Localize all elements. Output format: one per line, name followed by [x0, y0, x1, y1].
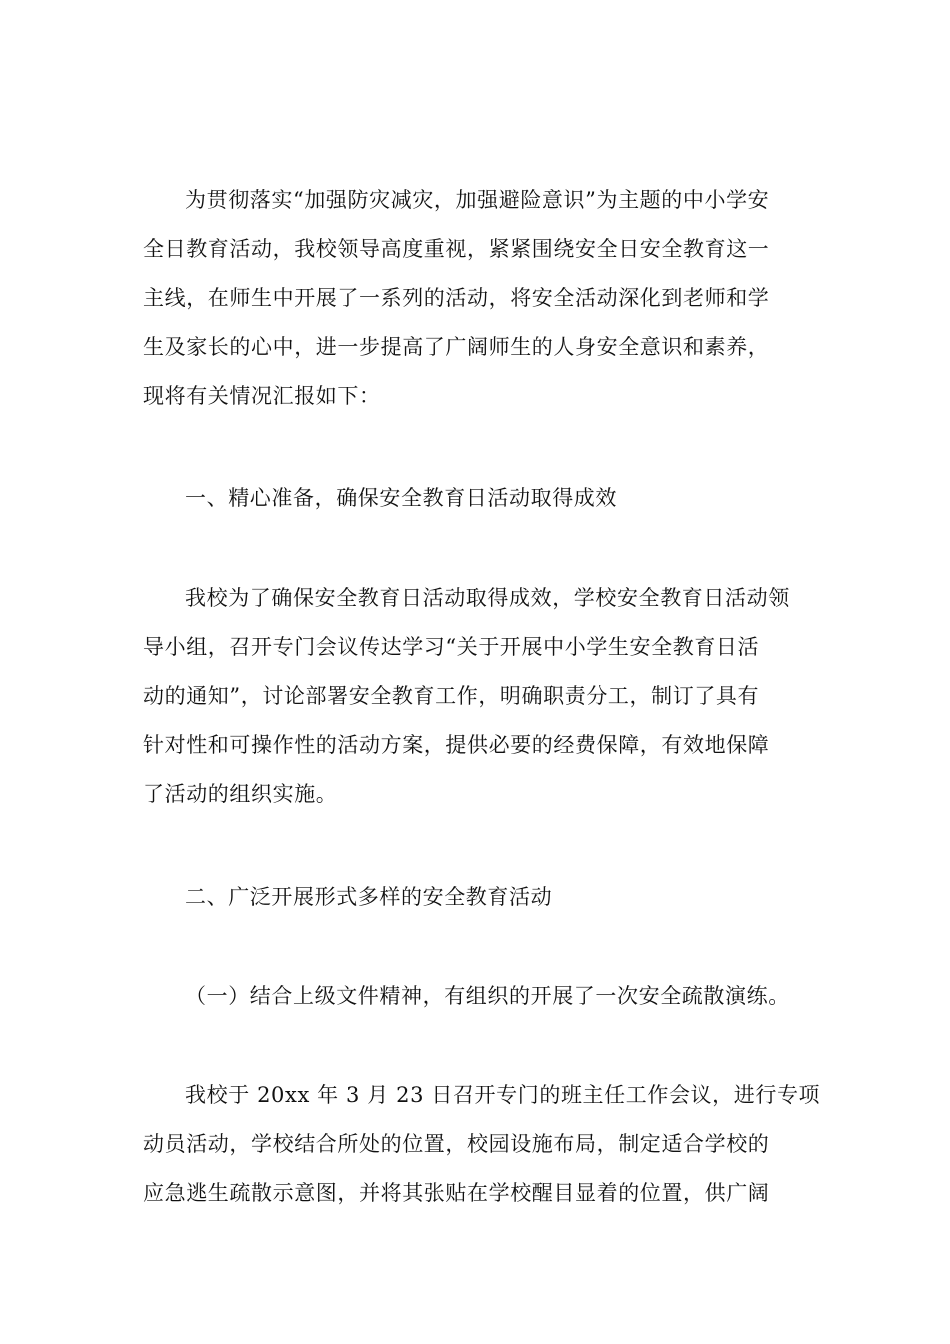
heading-text: 二、广泛开展形式多样的安全教育活动: [185, 885, 553, 909]
paragraph-line: 我校于 20xx 年 3 月 23 日召开专门的班主任工作会议，进行专项: [185, 1083, 821, 1107]
paragraph-line: 导小组，召开专门会议传达学习“关于开展中小学生安全教育日活: [143, 635, 760, 659]
paragraph-line: 全日教育活动，我校领导高度重视，紧紧围绕安全日安全教育这一: [143, 237, 770, 261]
paragraph-line: 为贯彻落实“加强防灾减灾，加强避险意识”为主题的中小学安: [185, 188, 770, 212]
subheading-text: （一）结合上级文件精神，有组织的开展了一次安全疏散演练。: [185, 984, 790, 1008]
paragraph-line: 针对性和可操作性的活动方案，提供必要的经费保障，有效地保障: [143, 733, 770, 757]
paragraph-line: 我校为了确保安全教育日活动取得成效，学校安全教育日活动领: [185, 586, 790, 610]
intro-paragraph: [143, 176, 807, 421]
section-heading-1: [143, 474, 807, 523]
subsection-1-paragraph: [143, 1071, 821, 1218]
heading-text: 一、精心准备，确保安全教育日活动取得成效: [185, 486, 617, 510]
paragraph-line: 应急逃生疏散示意图，并将其张贴在学校醒目显着的位置，供广阔: [143, 1181, 770, 1205]
subsection-heading-1: [143, 972, 807, 1021]
section-heading-2: [143, 873, 807, 922]
section-1-paragraph: [143, 574, 807, 819]
paragraph-line: 现将有关情况汇报如下：: [143, 384, 381, 408]
paragraph-line: 动的通知”，讨论部署安全教育工作，明确职责分工，制订了具有: [143, 684, 760, 708]
paragraph-line: 动员活动，学校结合所处的位置，校园设施布局，制定适合学校的: [143, 1132, 770, 1156]
paragraph-line: 主线，在师生中开展了一系列的活动，将安全活动深化到老师和学: [143, 286, 770, 310]
paragraph-line: 了活动的组织实施。: [143, 782, 338, 806]
paragraph-line: 生及家长的心中，进一步提高了广阔师生的人身安全意识和素养，: [143, 335, 770, 359]
